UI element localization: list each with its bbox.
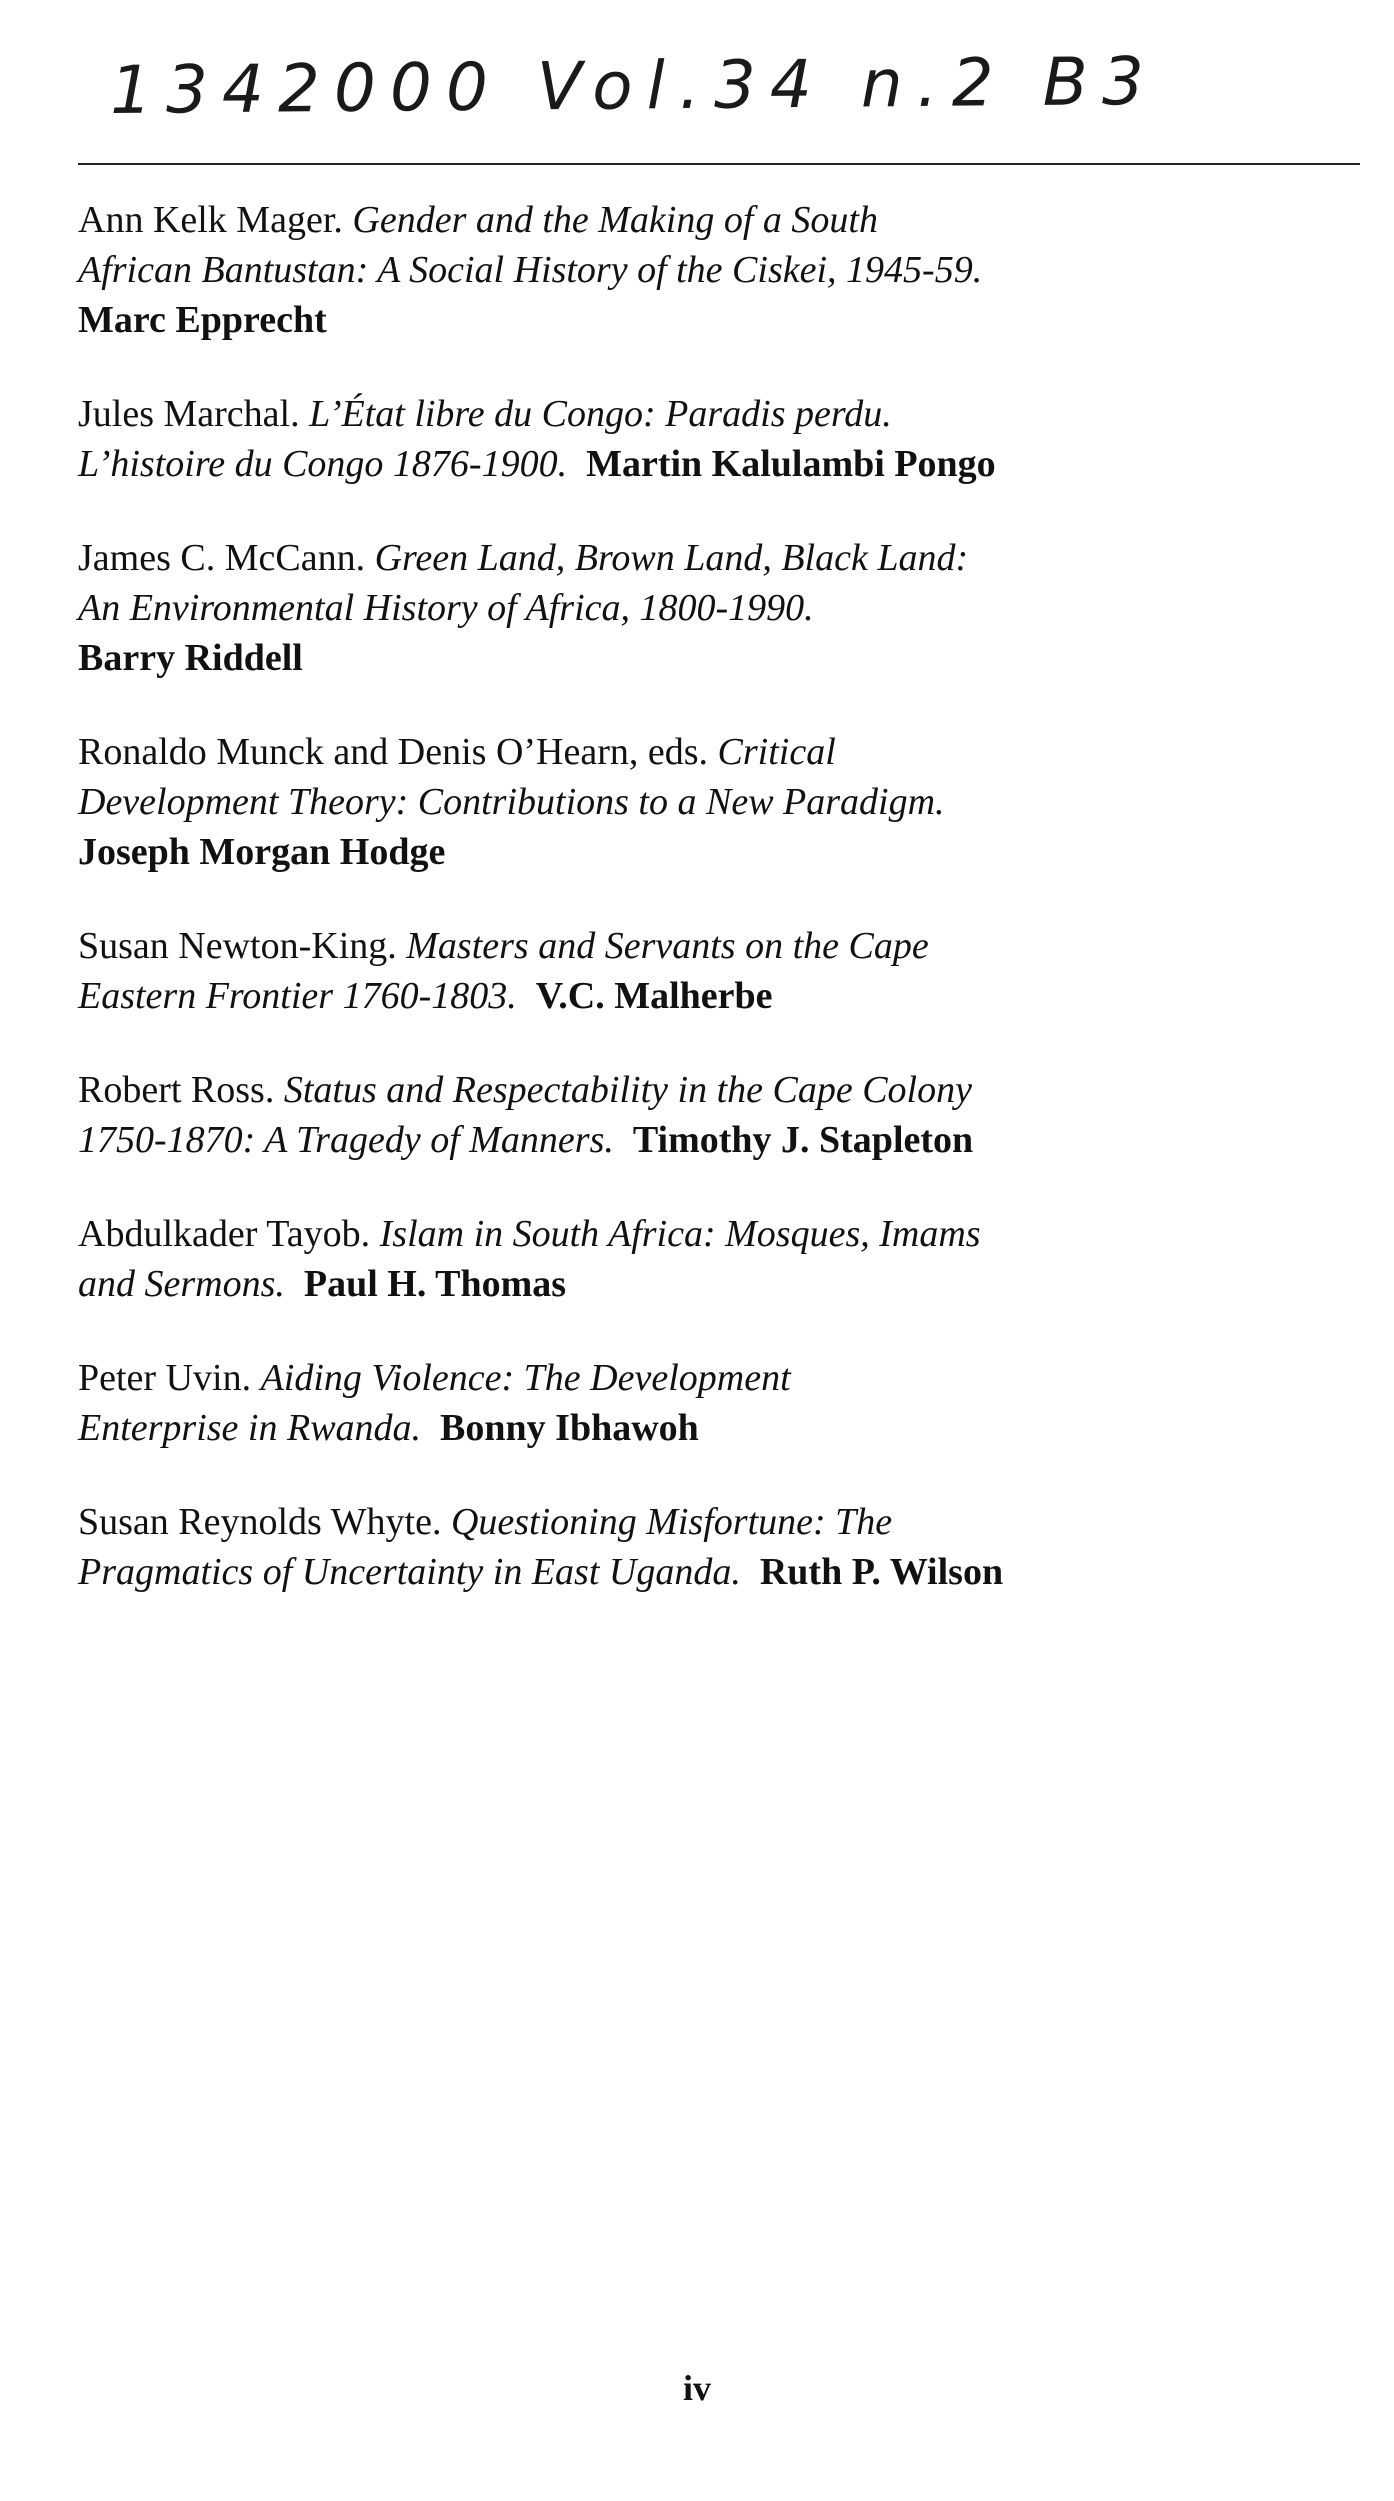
reviewer-name: V.C. Malherbe [535, 975, 773, 1017]
book-title-continued: Enterprise in Rwanda. [78, 1407, 422, 1449]
handwritten-catalog-note: 1342000 Vol.34 n.2 B3 [109, 42, 1159, 129]
book-title-continued: and Sermons. [78, 1263, 285, 1305]
reviewer-name: Marc Epprecht [78, 299, 327, 341]
review-entry [78, 195, 1338, 345]
book-title: Islam in South Africa: Mosques, Imams [379, 1213, 981, 1255]
book-title-continued: Development Theory: Contributions to a New Paradigm. [78, 781, 945, 823]
book-title: Questioning Misfortune: The [450, 1501, 893, 1543]
book-author: Jules Marchal. [78, 393, 300, 435]
book-title-continued: Pragmatics of Uncertainty in East Uganda. [78, 1551, 741, 1593]
review-entry [78, 1209, 1338, 1309]
review-entry [78, 921, 1338, 1021]
book-title-continued: L’histoire du Congo 1876-1900. [78, 443, 568, 485]
book-author: Ronaldo Munck and Denis O’Hearn, eds. [78, 731, 709, 773]
book-title: Status and Respectability in the Cape Colony [283, 1069, 972, 1111]
reviewer-name: Timothy J. Stapleton [632, 1119, 974, 1161]
book-author: Ann Kelk Mager. [78, 199, 343, 241]
review-entry [78, 389, 1338, 489]
reviewer-name: Barry Riddell [78, 637, 303, 679]
book-title: Green Land, Brown Land, Black Land: [374, 537, 969, 579]
book-title: Gender and the Making of a South [352, 199, 878, 241]
book-title: Masters and Servants on the Cape [406, 925, 929, 967]
review-entry [78, 1065, 1338, 1165]
reviewer-name: Bonny Ibhawoh [440, 1407, 699, 1449]
reviewer-name: Joseph Morgan Hodge [78, 831, 446, 873]
book-author: Susan Reynolds Whyte. [78, 1501, 442, 1543]
review-entry [78, 1353, 1338, 1453]
book-title: Critical [717, 731, 836, 773]
book-title-continued: 1750-1870: A Tragedy of Manners. [78, 1119, 614, 1161]
header-rule [78, 163, 1360, 165]
review-list [78, 195, 1338, 1641]
book-title-continued: African Bantustan: A Social History of the Ciskei, 1945-59. [78, 249, 983, 291]
book-author: James C. McCann. [78, 537, 366, 579]
review-entry [78, 1497, 1338, 1597]
book-author: Peter Uvin. [78, 1357, 252, 1399]
book-title-continued: An Environmental History of Africa, 1800-1990. [78, 587, 814, 629]
book-author: Susan Newton-King. [78, 925, 397, 967]
reviewer-name: Ruth P. Wilson [759, 1551, 1004, 1593]
reviewer-name: Paul H. Thomas [303, 1263, 567, 1305]
review-entry [78, 727, 1338, 877]
book-author: Robert Ross. [78, 1069, 275, 1111]
reviewer-name: Martin Kalulambi Pongo [586, 443, 996, 485]
book-title-continued: Eastern Frontier 1760-1803. [78, 975, 517, 1017]
book-author: Abdulkader Tayob. [78, 1213, 371, 1255]
review-entry [78, 533, 1338, 683]
book-title: Aiding Violence: The Development [260, 1357, 791, 1399]
book-title: L’État libre du Congo: Paradis perdu. [309, 393, 892, 435]
page-number: iv [682, 2368, 711, 2408]
